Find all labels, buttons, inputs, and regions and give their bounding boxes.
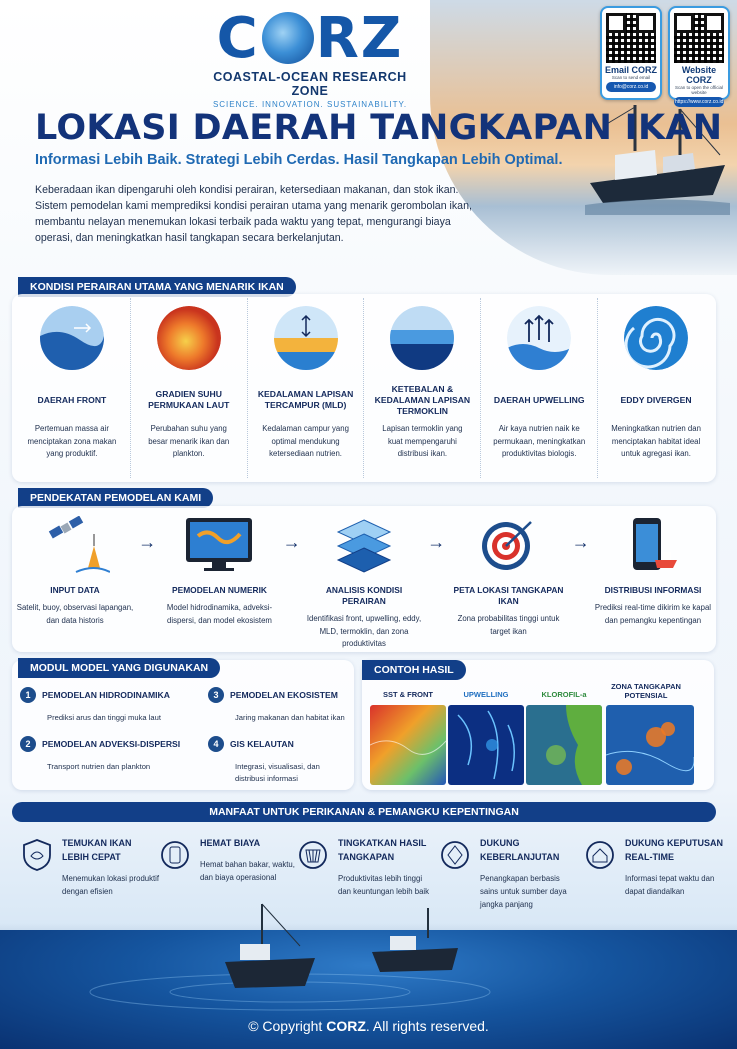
benefit-title: TEMUKAN IKAN LEBIH CEPAT xyxy=(62,838,132,862)
condition-title: KEDALAMAN LAPISAN TERCAMPUR (MLD) xyxy=(257,389,354,410)
qr-email-address[interactable]: info@corz.co.id xyxy=(606,82,656,92)
condition-card-sst-gradient xyxy=(131,298,248,478)
module-number: 2 xyxy=(20,736,36,752)
sustainability-icon xyxy=(440,838,470,872)
qr-website-url[interactable]: https://www.corz.co.id xyxy=(675,99,724,105)
condition-title: EDDY DIVERGEN xyxy=(620,394,692,405)
step-desc: Identifikasi front, upwelling, eddy, MLD, termoklin, dan zona produktivitas xyxy=(306,614,422,648)
logo-wordmark: C RZ xyxy=(216,6,404,71)
condition-title: GRADIEN SUHU PERMUKAAN LAUT xyxy=(148,389,230,410)
page-subtitle: Informasi Lebih Baik. Strategi Lebih Cerdas. Hasil Tangkapan Lebih Optimal. xyxy=(35,152,563,168)
condition-card-upwelling xyxy=(481,298,598,478)
satellite-buoy-icon xyxy=(40,516,110,574)
step-title: PEMODELAN NUMERIK xyxy=(172,585,267,595)
example-label-chlorophyll: KLOROFIL-a xyxy=(541,690,587,699)
corz-logo xyxy=(195,8,425,109)
shield-fish-icon xyxy=(22,838,52,872)
step-desc: Model hidrodinamika, adveksi-dispersi, dan model ekosistem xyxy=(166,603,273,625)
condition-desc: Kedalaman campur yang optimal mendukung ketersediaan nutrien. xyxy=(262,424,349,458)
water-front-icon xyxy=(40,306,104,370)
module-item-hydrodynamics xyxy=(20,686,185,724)
module-title: PEMODELAN EKOSISTEM xyxy=(230,689,338,700)
qr-code-icon xyxy=(674,13,724,63)
module-desc: Integrasi, visualisasi, dan distribusi informasi xyxy=(235,762,320,783)
benefit-desc: Informasi tepat waktu dan dapat diandalkan xyxy=(625,874,715,896)
benefit-desc: Produktivitas lebih tinggi dan keuntungan lebih baik xyxy=(338,874,430,896)
module-desc: Prediksi arus dan tinggi muka laut xyxy=(47,713,161,722)
condition-card-mld xyxy=(248,298,365,478)
arrow-right-icon: → xyxy=(571,532,590,552)
benefit-find-fish xyxy=(22,836,160,898)
benefit-realtime-decision xyxy=(585,836,725,898)
arrow-right-icon: → xyxy=(282,532,301,552)
footer-suffix: . All rights reserved. xyxy=(365,1018,489,1034)
mixed-layer-icon xyxy=(274,306,338,370)
approach-flow xyxy=(14,510,714,650)
benefit-save-cost xyxy=(160,836,298,884)
sst-gradient-icon xyxy=(157,306,221,370)
footer-copyright xyxy=(0,1018,737,1034)
module-title: GIS KELAUTAN xyxy=(230,738,294,749)
upwelling-icon xyxy=(507,306,571,370)
condition-desc: Perubahan suhu yang besar menarik ikan dan plankton. xyxy=(148,424,230,458)
module-title: PEMODELAN HIDRODINAMIKA xyxy=(42,689,170,700)
fuel-saving-icon xyxy=(160,838,190,872)
condition-desc: Air kaya nutrien naik ke permukaan, meningkatkan produktivitas biologis. xyxy=(493,424,586,458)
sst-front-map xyxy=(370,705,446,785)
qr-email-hint: Scan to send email xyxy=(611,75,651,80)
step-desc: Prediksi real-time dikirim ke kapal dan pemangku kepentingan xyxy=(594,603,712,625)
condition-card-eddy xyxy=(598,298,714,478)
fishing-boats-image xyxy=(0,900,737,1020)
benefit-title: HEMAT BIAYA xyxy=(200,838,261,848)
condition-desc: Lapisan termoklin yang kuat mempengaruhi distribusi ikan. xyxy=(382,424,463,458)
step-title: PETA LOKASI TANGKAPAN IKAN xyxy=(453,585,564,606)
logo-tagline: SCIENCE. INNOVATION. SUSTAINABILITY. xyxy=(212,100,408,109)
qr-website-title: Website CORZ xyxy=(681,65,717,85)
example-label-sst: SST & FRONT xyxy=(383,690,433,699)
condition-title: KETEBALAN & KEDALAMAN LAPISAN TERMOKLIN xyxy=(374,383,471,416)
module-title: PEMODELAN ADVEKSI-DISPERSI xyxy=(42,738,181,749)
eddy-swirl-icon xyxy=(624,306,688,370)
benefit-title: TINGKATKAN HASIL TANGKAPAN xyxy=(338,838,427,862)
section-heading-conditions: KONDISI PERAIRAN UTAMA YANG MENARIK IKAN xyxy=(18,277,296,297)
condition-title: DAERAH FRONT xyxy=(37,394,107,405)
section-heading-examples: CONTOH HASIL xyxy=(362,660,466,680)
arrow-right-icon: → xyxy=(427,532,446,552)
condition-title: DAERAH UPWELLING xyxy=(493,394,585,405)
monitor-map-icon xyxy=(184,516,254,574)
net-basket-icon xyxy=(298,838,328,872)
section-heading-benefits: MANFAAT UNTUK PERIKANAN & PEMANGKU KEPENTINGAN xyxy=(12,802,716,822)
qr-code-icon xyxy=(606,13,656,63)
condition-card-thermocline xyxy=(364,298,481,478)
section-heading-modules: MODUL MODEL YANG DIGUNAKAN xyxy=(18,658,220,678)
benefit-title: DUKUNG KEPUTUSAN REAL-TIME xyxy=(625,838,724,862)
benefit-title: DUKUNG KEBERLANJUTAN xyxy=(480,838,560,862)
condition-card-front xyxy=(14,298,131,478)
chlorophyll-map xyxy=(526,705,602,785)
module-item-advection xyxy=(20,735,185,773)
module-desc: Jaring makanan dan habitat ikan xyxy=(235,713,345,722)
page-title: LOKASI DAERAH TANGKAPAN IKAN xyxy=(35,108,723,148)
conditions-grid xyxy=(14,298,714,478)
qr-email-title: Email CORZ xyxy=(604,65,657,75)
condition-desc: Meningkatkan nutrien dan menciptakan habitat ideal untuk agregasi ikan. xyxy=(611,424,701,458)
thermocline-icon xyxy=(390,306,454,370)
qr-email-card[interactable] xyxy=(600,6,662,100)
module-item-gis xyxy=(208,735,348,785)
step-title: DISTRIBUSI INFORMASI xyxy=(604,585,702,595)
layers-icon xyxy=(334,516,394,574)
condition-desc: Pertemuan massa air menciptakan zona makan yang produktif. xyxy=(27,424,117,458)
step-title: INPUT DATA xyxy=(50,585,100,595)
target-icon xyxy=(479,516,537,574)
fishing-zone-map xyxy=(606,705,694,785)
benefit-desc: Hemat bahan bakar, waktu, dan biaya operasional xyxy=(200,860,295,882)
step-distribution xyxy=(592,510,714,627)
module-number: 3 xyxy=(208,687,224,703)
benefit-desc: Menemukan lokasi produktif dengan efisien xyxy=(62,874,160,896)
step-catch-map xyxy=(448,510,570,638)
qr-website-hint: Scan to open the official website xyxy=(675,85,723,95)
module-number: 4 xyxy=(208,736,224,752)
benefit-increase-catch xyxy=(298,836,436,898)
step-desc: Satelit, buoy, observasi lapangan, dan data historis xyxy=(16,603,134,625)
footer-brand: CORZ xyxy=(326,1018,366,1034)
step-title: ANALISIS KONDISI PERAIRAN xyxy=(325,585,403,606)
benefit-desc: Penangkapan berbasis sains untuk sumber daya jangka panjang xyxy=(480,874,567,909)
logo-org-name: COASTAL-OCEAN RESEARCH ZONE xyxy=(213,70,407,98)
example-label-upwelling: UPWELLING xyxy=(463,690,509,699)
step-desc: Zona probabilitas tinggi untuk target ikan xyxy=(457,614,560,636)
module-item-ecosystem xyxy=(208,686,373,724)
footer-prefix: © Copyright xyxy=(248,1018,323,1034)
upwelling-map xyxy=(448,705,524,785)
example-label-fishing-zone: ZONA TANGKAPAN POTENSIAL xyxy=(611,682,681,700)
intro-paragraph: Keberadaan ikan dipengaruhi oleh kondisi perairan, ketersediaan makanan, dan stok ikan. Sistem pemodelan kami memprediksi kondisi perairan utama yang menarik gerombolan ikan, membantu nelayan menemukan lokasi terbaik pada waktu yang tepat, mengurangi biaya operasi, dan meningkatkan hasil tangkapan secara berkelanjutan. xyxy=(35,184,472,244)
step-analysis xyxy=(303,510,425,651)
module-number: 1 xyxy=(20,687,36,703)
step-numerical-model xyxy=(159,510,281,627)
decision-house-icon xyxy=(585,838,615,872)
qr-website-card[interactable] xyxy=(668,6,730,105)
module-desc: Transport nutrien dan plankton xyxy=(47,762,151,771)
section-heading-approach: PENDEKATAN PEMODELAN KAMI xyxy=(18,488,213,508)
smartphone-icon xyxy=(625,516,681,574)
arrow-right-icon: → xyxy=(138,532,157,552)
wave-globe-icon xyxy=(262,12,314,64)
step-input-data xyxy=(14,510,136,627)
